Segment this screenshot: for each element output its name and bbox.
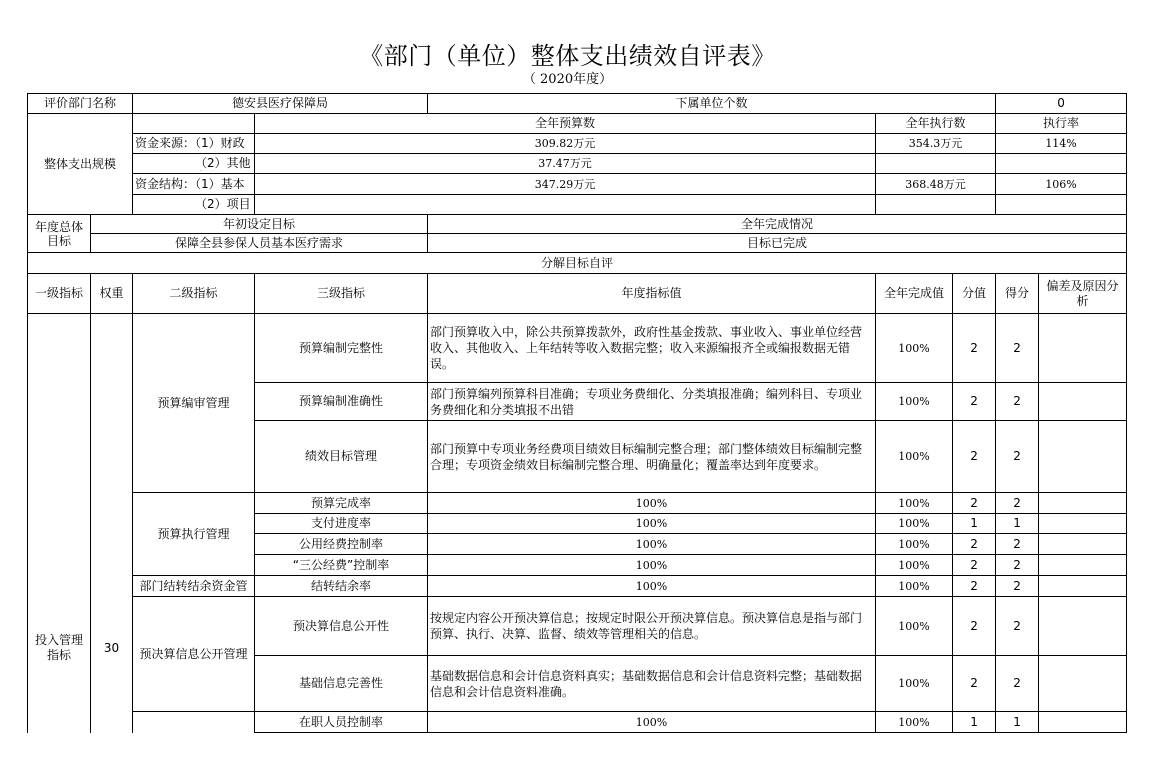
scale-row-label-text: 资金来源：（1）财政 [135,136,245,150]
scale-row-budget: 37.47万元 [255,154,876,174]
page-title: 《部门（单位）整体支出绩效自评表》 [359,42,776,70]
indicator-done: 100% [876,656,953,712]
indicator-dev [1039,493,1127,514]
annual-goal-label: 年度总体目标 [28,215,91,253]
indicator-score: 2 [953,314,996,383]
col-target: 年度指标值 [428,274,876,314]
scale-col-budget: 全年预算数 [255,114,876,134]
indicator-name: 预算完成率 [255,493,428,514]
col-lvl1: 一级指标 [28,274,91,314]
indicator-target: 部门预算收入中，除公共预算拨款外，政府性基金拨款、事业收入、事业单位经营收入、其他收入、上年结转等收入数据完整；收入来源编报齐全或编报数据无错误。 [428,314,876,383]
indicator-dev [1039,383,1127,421]
indicator-got: 2 [996,576,1039,597]
indicator-done: 100% [876,534,953,555]
indicator-got: 2 [996,656,1039,712]
lvl1-name: 投入管理指标 [28,314,91,733]
indicator-score: 2 [953,534,996,555]
dept-value: 德安县医疗保障局 [133,94,428,114]
indicator-dev [1039,555,1127,576]
scale-row-rate: 106% [996,174,1127,195]
indicator-target: 100% [428,576,876,597]
indicator-target: 部门预算中专项业务经费项目绩效目标编制完整合理；部门整体绩效目标编制完整合理；专项资金绩效目标编制完整合理、明确量化；覆盖率达到年度要求。 [428,421,876,493]
scale-row [28,174,1127,195]
scale-row [28,134,1127,154]
scale-row-label [133,154,255,174]
sub-units-value: 0 [996,94,1127,114]
page-subtitle: （ 2020年度） [522,72,613,87]
indicator-name: 结转结余率 [255,576,428,597]
indicator-name: “三公经费”控制率 [255,555,428,576]
indicator-done: 100% [876,421,953,493]
scale-row-rate [996,195,1127,215]
col-score: 分值 [953,274,996,314]
indicator-name: 预决算信息公开性 [255,597,428,656]
scale-row-rate [996,154,1127,174]
sub-units-label: 下属单位个数 [428,94,996,114]
indicator-name: 绩效目标管理 [255,421,428,493]
indicator-done: 100% [876,314,953,383]
indicator-done: 100% [876,712,953,733]
scale-row-exec [876,195,996,215]
col-done: 全年完成值 [876,274,953,314]
scale-label: 整体支出规模 [28,114,133,215]
lvl1-weight: 30 [91,314,133,733]
col-dev: 偏差及原因分析 [1039,274,1127,314]
indicator-target: 100% [428,555,876,576]
scale-col-exec: 全年执行数 [876,114,996,134]
dept-row [28,94,1127,114]
indicator-target: 100% [428,514,876,534]
scale-row-budget: 309.82万元 [255,134,876,154]
indicator-row [28,597,1127,656]
indicator-name: 在职人员控制率 [255,712,428,733]
lvl2-group-empty [133,712,255,733]
scale-row-label [133,174,255,195]
indicator-row [28,314,1127,383]
indicator-score: 2 [953,576,996,597]
indicator-dev [1039,514,1127,534]
indicator-row [28,576,1127,597]
annual-goal-col-complete: 全年完成情况 [428,215,1127,234]
evaluation-table [27,93,1127,733]
indicator-dev [1039,314,1127,383]
indicator-done: 100% [876,383,953,421]
annual-goal-initial: 保障全县参保人员基本医疗需求 [91,234,428,253]
col-lvl2: 二级指标 [133,274,255,314]
lvl2-group: 预算执行管理 [133,493,255,576]
indicator-done: 100% [876,576,953,597]
indicator-target: 按规定内容公开预决算信息；按规定时限公开预决算信息。预决算信息是指与部门预算、执行、决算、监督、绩效等管理相关的信息。 [428,597,876,656]
scale-blank [133,114,255,134]
indicator-target: 基础数据信息和会计信息资料真实；基础数据信息和会计信息资料完整；基础数据信息和会计信息资料准确。 [428,656,876,712]
indicator-got: 2 [996,555,1039,576]
scale-header-row [28,114,1127,134]
indicator-dev [1039,656,1127,712]
scale-row-label-text: 资金结构：（1）基本 [135,176,245,191]
indicator-done: 100% [876,555,953,576]
indicator-score: 2 [953,597,996,656]
indicator-target: 100% [428,493,876,514]
indicator-score: 2 [953,383,996,421]
scale-row [28,195,1127,215]
scale-row-exec: 354.3万元 [876,134,996,154]
indicator-score: 1 [953,514,996,534]
indicator-target: 100% [428,534,876,555]
annual-goal-col-initial: 年初设定目标 [91,215,428,234]
indicator-score: 2 [953,493,996,514]
scale-row-exec [876,154,996,174]
annual-goal-header-row [28,215,1127,234]
scale-row-label-text: （2）其他 [195,156,251,170]
indicator-dev [1039,534,1127,555]
indicator-name: 预算编制准确性 [255,383,428,421]
indicator-dev [1039,597,1127,656]
col-weight: 权重 [91,274,133,314]
lvl2-group: 预决算信息公开管理 [133,597,255,712]
indicator-got: 2 [996,597,1039,656]
breakdown-row [28,253,1127,274]
annual-goal-complete: 目标已完成 [428,234,1127,253]
scale-row-label [133,134,255,154]
scale-row-label-text: （2）项目 [195,197,251,211]
indicator-done: 100% [876,514,953,534]
scale-row-exec: 368.48万元 [876,174,996,195]
indicator-got: 1 [996,712,1039,733]
indicator-dev [1039,421,1127,493]
scale-row-rate: 114% [996,134,1127,154]
scale-row-budget [255,195,876,215]
dept-label: 评价部门名称 [28,94,133,114]
indicator-done: 100% [876,493,953,514]
lvl2-group [133,576,255,597]
indicator-name: 预算编制完整性 [255,314,428,383]
breakdown-label: 分解目标自评 [28,253,1127,274]
indicator-got: 1 [996,514,1039,534]
col-got: 得分 [996,274,1039,314]
indicator-got: 2 [996,493,1039,514]
scale-row-budget: 347.29万元 [255,174,876,195]
indicator-got: 2 [996,534,1039,555]
scale-row-label [133,195,255,215]
indicator-score: 1 [953,712,996,733]
indicator-done: 100% [876,597,953,656]
indicator-name: 基础信息完善性 [255,656,428,712]
indicator-row [28,712,1127,733]
lvl2-group: 预算编审管理 [133,314,255,493]
indicator-dev [1039,576,1127,597]
indicator-score: 2 [953,421,996,493]
indicator-got: 2 [996,421,1039,493]
indicator-got: 2 [996,314,1039,383]
indicator-target: 部门预算编列预算科目准确；专项业务费细化、分类填报准确；编列科目、专项业务费细化和分类填报不出错 [428,383,876,421]
annual-goal-row [28,234,1127,253]
indicator-dev [1039,712,1127,733]
indicator-score: 2 [953,656,996,712]
indicator-name: 公用经费控制率 [255,534,428,555]
scale-row [28,154,1127,174]
scale-col-rate: 执行率 [996,114,1127,134]
col-lvl3: 三级指标 [255,274,428,314]
indicator-score: 2 [953,555,996,576]
lvl2-group-text: 部门结转结余资金管 [139,578,248,593]
indicator-target: 100% [428,712,876,733]
column-header-row [28,274,1127,314]
indicator-name: 支付进度率 [255,514,428,534]
indicator-got: 2 [996,383,1039,421]
indicator-row [28,493,1127,514]
